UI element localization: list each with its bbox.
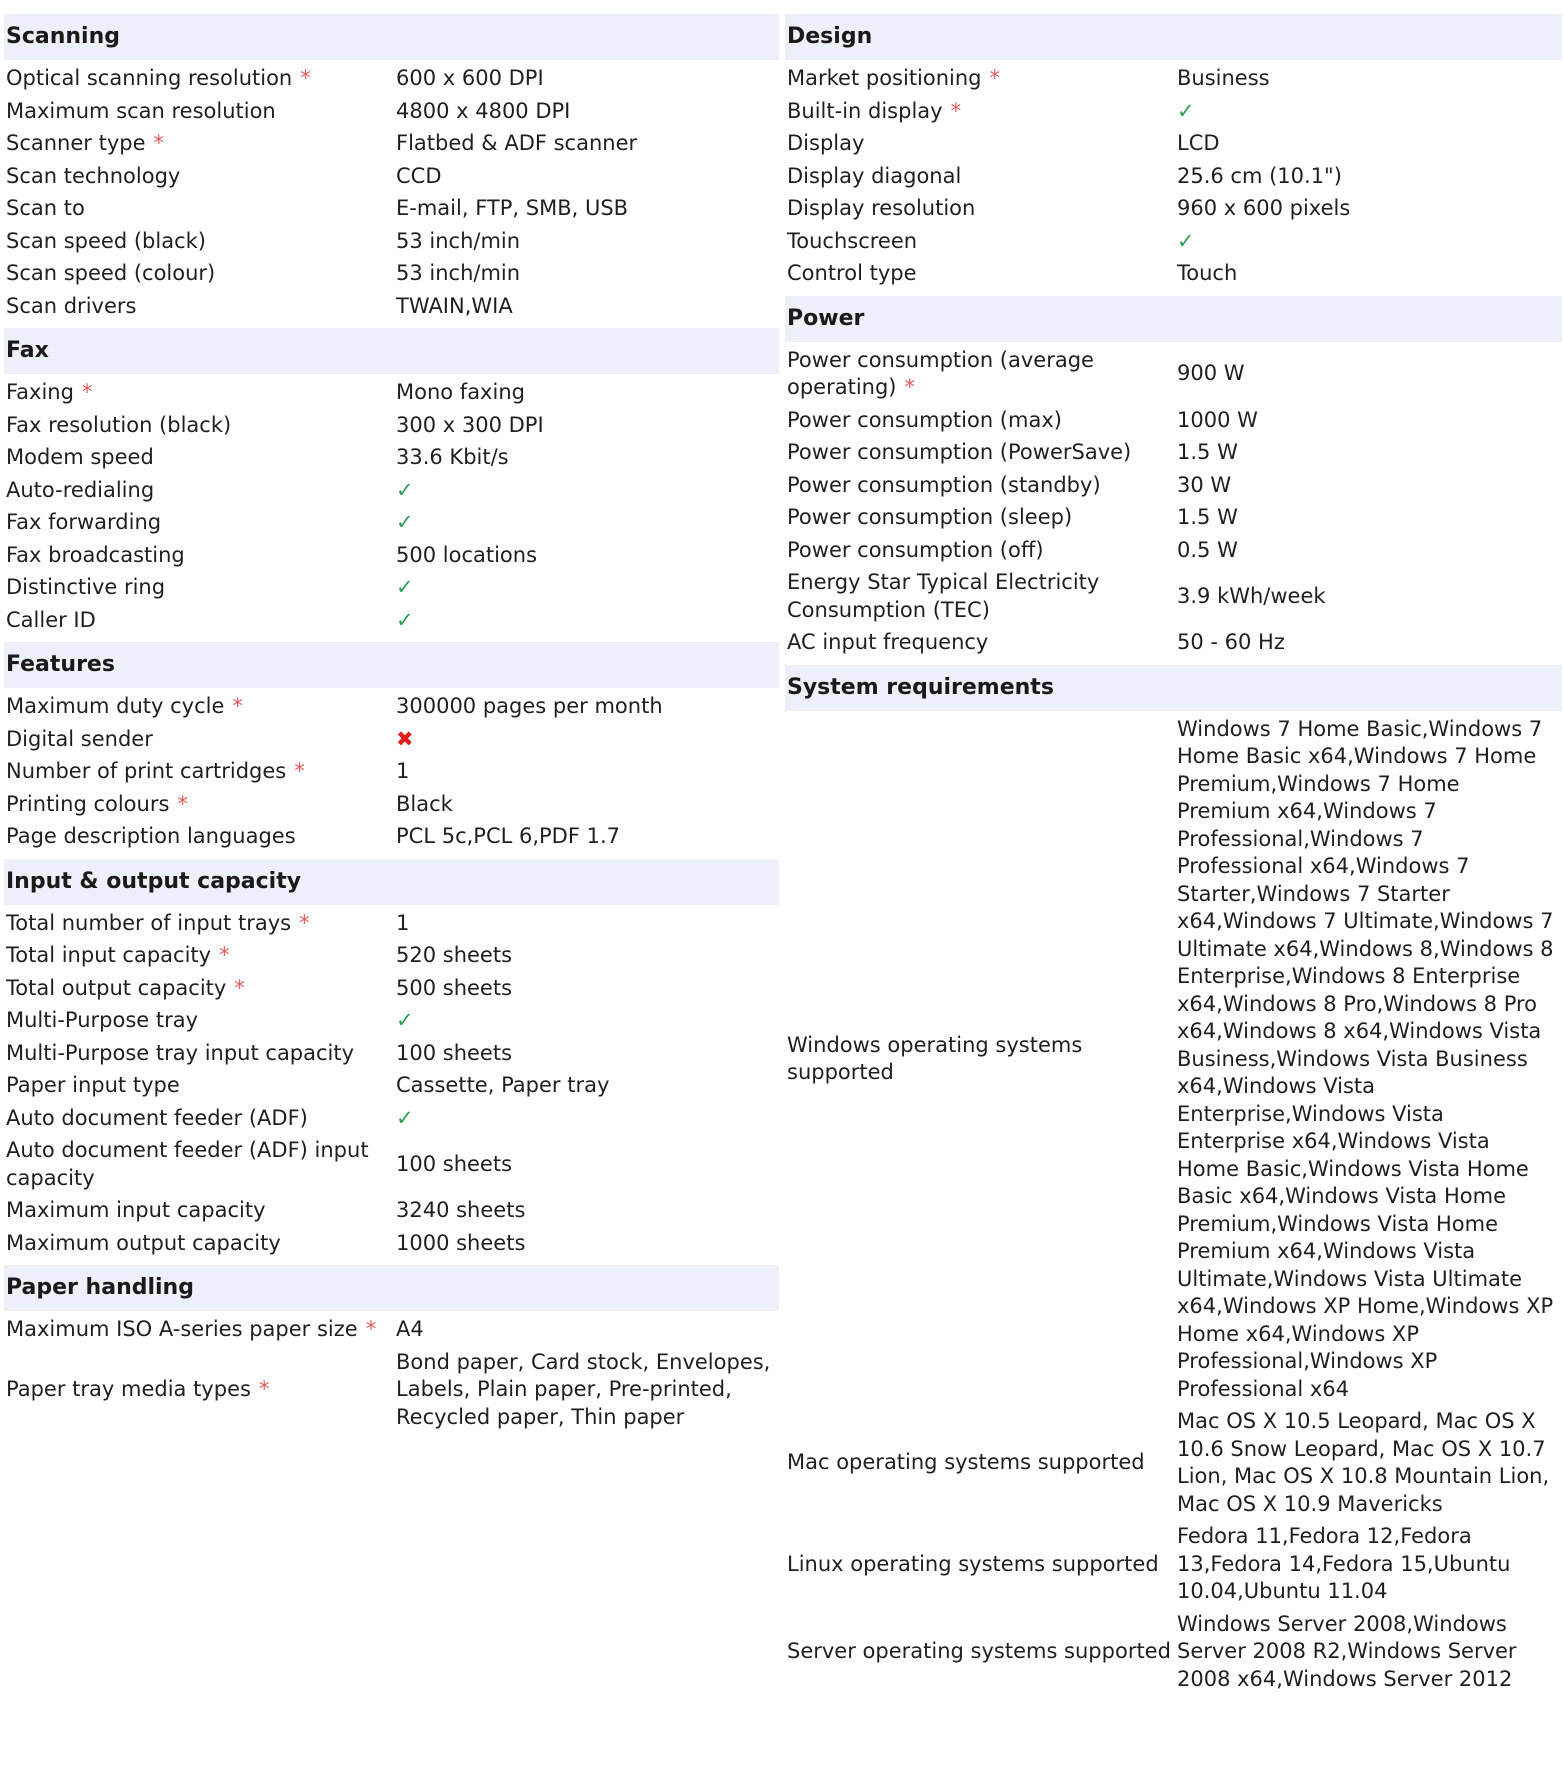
spec-label-cell [4, 1070, 394, 1103]
spec-value: Cassette, Paper tray [396, 1073, 610, 1097]
spec-label-cell [785, 161, 1175, 194]
spec-value: Windows Server 2008,Windows Server 2008 R2,Windows Server 2008 x64,Windows Server 2012 [1177, 1611, 1517, 1691]
spec-label: Digital sender [6, 726, 153, 751]
required-asterisk-icon: * [153, 131, 165, 155]
spec-value: 500 sheets [396, 975, 513, 1000]
left-spec-column [4, 14, 779, 1439]
spec-row [785, 714, 1562, 1407]
spec-value: Bond paper, Card stock, Envelopes, Labels, Plain paper, Pre-printed, Recycled paper, Thin paper [396, 1349, 771, 1429]
section-header-features: Features [4, 642, 779, 688]
spec-label: Mac operating systems supported [787, 1450, 1145, 1475]
spec-value: 50 - 60 Hz [1177, 630, 1285, 654]
spec-label-cell [4, 507, 394, 540]
spec-row [4, 821, 779, 854]
spec-label: Windows operating systems supported [787, 1032, 1083, 1085]
spec-label-cell [785, 502, 1175, 535]
spec-label: Total output capacity [6, 975, 227, 1000]
spec-label: Distinctive ring [6, 575, 166, 599]
spec-row [785, 1406, 1562, 1521]
spec-row [4, 128, 779, 161]
spec-table-scanning [4, 63, 779, 323]
spec-row [4, 1314, 779, 1347]
spec-label: Optical scanning resolution [6, 66, 293, 90]
spec-table-features [4, 691, 779, 854]
spec-value: 1.5 W [1177, 440, 1238, 464]
spec-value: 1 [396, 759, 410, 783]
spec-label-cell [785, 1609, 1175, 1697]
spec-label: Server operating systems supported [787, 1639, 1171, 1663]
spec-value: 25.6 cm (10.1") [1177, 163, 1342, 188]
spec-row [785, 193, 1562, 226]
spec-value: 1 [396, 910, 410, 935]
spec-label-cell [4, 442, 394, 475]
required-asterisk-icon: * [234, 975, 245, 1000]
cross-icon: ✖ [396, 726, 414, 751]
spec-row [4, 908, 779, 941]
spec-row [785, 1609, 1562, 1697]
spec-label: Fax resolution (black) [6, 412, 232, 437]
spec-label-cell [4, 756, 394, 789]
spec-label: Scan speed (colour) [6, 261, 216, 285]
spec-value: 300000 pages per month [396, 694, 663, 718]
spec-row [785, 535, 1562, 568]
spec-label-cell [785, 567, 1175, 627]
spec-value: 900 W [1177, 361, 1245, 386]
spec-value: 4800 x 4800 DPI [396, 98, 571, 123]
spec-label: Display resolution [787, 196, 976, 220]
spec-row [4, 756, 779, 789]
spec-value: PCL 5c,PCL 6,PDF 1.7 [396, 824, 621, 848]
spec-label-cell [4, 475, 394, 508]
spec-label-cell [4, 96, 394, 129]
spec-label: Printing colours [6, 791, 170, 816]
spec-label: Multi-Purpose tray [6, 1008, 199, 1032]
spec-label: AC input frequency [787, 630, 989, 654]
spec-label: Auto-redialing [6, 477, 155, 502]
spec-row [4, 410, 779, 443]
spec-row [785, 470, 1562, 503]
spec-value: LCD [1177, 131, 1220, 155]
spec-value: 520 sheets [396, 943, 513, 967]
spec-value: 600 x 600 DPI [396, 66, 544, 90]
spec-label-cell [4, 572, 394, 605]
spec-row [4, 291, 779, 324]
spec-value: 53 inch/min [396, 261, 521, 285]
spec-label: Total input capacity [6, 943, 212, 967]
spec-value: CCD [396, 163, 442, 188]
spec-value: E-mail, FTP, SMB, USB [396, 196, 629, 220]
spec-label-cell [785, 714, 1175, 1407]
spec-label-cell [4, 193, 394, 226]
spec-value: 53 inch/min [396, 228, 521, 253]
spec-row [4, 63, 779, 96]
spec-label: Fax forwarding [6, 510, 162, 534]
spec-label-cell [4, 1228, 394, 1261]
spec-label-cell [785, 258, 1175, 291]
spec-value: TWAIN,WIA [396, 293, 513, 318]
spec-label-cell [4, 724, 394, 757]
spec-value: Business [1177, 66, 1270, 90]
required-asterisk-icon: * [294, 759, 305, 783]
spec-row [4, 1195, 779, 1228]
spec-label: Scan speed (black) [6, 228, 206, 253]
spec-label-cell [4, 605, 394, 638]
spec-label: Maximum output capacity [6, 1230, 281, 1255]
spec-value: Fedora 11,Fedora 12,Fedora 13,Fedora 14,Fedora 15,Ubuntu 10.04,Ubuntu 11.04 [1177, 1524, 1511, 1603]
spec-row [785, 63, 1562, 96]
spec-value: 1000 sheets [396, 1230, 526, 1255]
spec-value: 300 x 300 DPI [396, 412, 544, 437]
spec-row [4, 605, 779, 638]
spec-label: Display diagonal [787, 163, 962, 188]
spec-row [4, 1228, 779, 1261]
spec-label: Page description languages [6, 824, 296, 848]
section-header-system-requirements: System requirements [785, 665, 1562, 711]
section-header-scanning: Scanning [4, 14, 779, 60]
checkmark-icon: ✓ [396, 575, 414, 599]
spec-row [4, 724, 779, 757]
right-spec-column [785, 14, 1562, 1701]
spec-label: Number of print cartridges [6, 759, 287, 783]
spec-row [785, 567, 1562, 627]
spec-row [785, 161, 1562, 194]
spec-label: Maximum input capacity [6, 1198, 266, 1222]
required-asterisk-icon: * [81, 380, 93, 404]
required-asterisk-icon: * [232, 694, 243, 718]
spec-label-cell [4, 161, 394, 194]
spec-label: Control type [787, 261, 917, 285]
required-asterisk-icon: * [904, 375, 916, 399]
spec-label: Faxing [6, 380, 74, 404]
spec-label-cell [4, 226, 394, 259]
spec-row [785, 502, 1562, 535]
spec-label: Touchscreen [787, 228, 918, 253]
spec-label-cell [785, 226, 1175, 259]
spec-label: Paper tray media types [6, 1377, 251, 1401]
spec-label: Paper input type [6, 1073, 180, 1097]
required-asterisk-icon: * [299, 910, 310, 935]
spec-row [4, 1070, 779, 1103]
spec-value: 1000 W [1177, 407, 1258, 432]
spec-label-cell [4, 291, 394, 324]
spec-value: Mono faxing [396, 380, 525, 404]
spec-label-cell [785, 1406, 1175, 1521]
spec-label: Auto document feeder (ADF) [6, 1105, 308, 1130]
spec-table-power [785, 345, 1562, 660]
spec-label-cell [4, 377, 394, 410]
spec-value: 1.5 W [1177, 505, 1238, 529]
spec-label: Maximum duty cycle [6, 694, 225, 718]
spec-label-cell [4, 940, 394, 973]
required-asterisk-icon: * [365, 1317, 377, 1341]
spec-label: Scan technology [6, 163, 181, 188]
spec-label: Power consumption (standby) [787, 472, 1101, 497]
required-asterisk-icon: * [177, 791, 188, 816]
spec-label-cell [4, 1038, 394, 1071]
spec-value: 0.5 W [1177, 537, 1238, 562]
spec-row [4, 1038, 779, 1071]
spec-label-cell [4, 1005, 394, 1038]
spec-row [4, 691, 779, 724]
required-asterisk-icon: * [300, 66, 311, 90]
section-header-paper-handling: Paper handling [4, 1265, 779, 1311]
spec-row [4, 475, 779, 508]
spec-label-cell [4, 908, 394, 941]
spec-label-cell [785, 128, 1175, 161]
spec-label: Scanner type [6, 131, 146, 155]
spec-label: Total number of input trays [6, 910, 292, 935]
spec-table-design [785, 63, 1562, 291]
spec-label-cell [4, 691, 394, 724]
section-header-fax: Fax [4, 328, 779, 374]
spec-label: Scan drivers [6, 293, 137, 318]
spec-label: Modem speed [6, 445, 154, 469]
spec-value: 100 sheets [396, 1151, 513, 1176]
spec-value: 33.6 Kbit/s [396, 445, 509, 469]
spec-label-cell [785, 405, 1175, 438]
spec-row [4, 507, 779, 540]
spec-value: 960 x 600 pixels [1177, 196, 1351, 220]
spec-label: Auto document feeder (ADF) input capacity [6, 1138, 369, 1190]
spec-row [4, 442, 779, 475]
checkmark-icon: ✓ [1177, 98, 1195, 123]
spec-value: A4 [396, 1317, 424, 1341]
spec-row [785, 128, 1562, 161]
spec-value: 30 W [1177, 472, 1232, 497]
required-asterisk-icon: * [258, 1377, 270, 1401]
spec-label-cell [4, 1347, 394, 1435]
spec-label: Power consumption (max) [787, 407, 1062, 432]
spec-label-cell [4, 258, 394, 291]
spec-label: Power consumption (off) [787, 537, 1044, 562]
spec-row [785, 1521, 1562, 1609]
spec-label: Display [787, 131, 865, 155]
spec-row [4, 572, 779, 605]
checkmark-icon: ✓ [1177, 228, 1195, 253]
spec-row [785, 258, 1562, 291]
spec-row [785, 96, 1562, 129]
section-header-power: Power [785, 296, 1562, 342]
spec-value: Windows 7 Home Basic,Windows 7 Home Basic x64,Windows 7 Home Premium,Windows 7 Home Premium x64,Windows 7 Professional,Windows 7 Professional x64,Windows 7 Starter,Windows 7 Starter x64,Windows 7 Ultimate,Windows 7 Ultimate x64,Windows 8,Windows 8 Enterprise,Windows 8 Enterprise x64,Windows 8 Pro,Windows 8 Pro x64,Windows 8 x64,Windows Vista Business,Windows Vista Business x64,Windows Vista Enterprise,Windows Vista Enterprise x64,Windows Vista Home Basic,Windows Vista Home Basic x64,Windows Vista Home Premium,Windows Vista Home Premium x64,Windows Vista Ultimate,Windows Vista Ultimate x64,Windows XP Home,Windows XP Home x64,Windows XP Professional,Windows XP Professional x64 [1177, 716, 1554, 1401]
spec-value: Black [396, 791, 453, 816]
spec-label-cell [4, 1135, 394, 1195]
spec-value: 500 locations [396, 542, 538, 567]
spec-row [4, 226, 779, 259]
spec-label: Multi-Purpose tray input capacity [6, 1040, 355, 1065]
spec-label: Power consumption (PowerSave) [787, 440, 1132, 464]
spec-table-paper-handling [4, 1314, 779, 1434]
checkmark-icon: ✓ [396, 607, 414, 632]
spec-row [785, 405, 1562, 438]
spec-label-cell [4, 410, 394, 443]
spec-label: Scan to [6, 196, 85, 220]
spec-label-cell [4, 821, 394, 854]
spec-row [4, 789, 779, 822]
section-header-input-output-capacity: Input & output capacity [4, 859, 779, 905]
spec-table-fax [4, 377, 779, 637]
checkmark-icon: ✓ [396, 477, 414, 502]
spec-row [4, 377, 779, 410]
spec-label: Maximum ISO A-series paper size [6, 1317, 358, 1341]
spec-row [4, 940, 779, 973]
spec-row [785, 226, 1562, 259]
spec-row [4, 540, 779, 573]
spec-label-cell [785, 470, 1175, 503]
checkmark-icon: ✓ [396, 510, 414, 534]
spec-row [4, 1135, 779, 1195]
spec-row [785, 345, 1562, 405]
spec-row [4, 161, 779, 194]
spec-row [4, 1103, 779, 1136]
spec-label-cell [785, 1521, 1175, 1609]
spec-label: Fax broadcasting [6, 542, 185, 567]
spec-table-system-requirements [785, 714, 1562, 1697]
spec-value: Touch [1177, 261, 1238, 285]
spec-value: Flatbed & ADF scanner [396, 131, 638, 155]
spec-row [4, 96, 779, 129]
spec-label-cell [785, 627, 1175, 660]
spec-row [4, 1005, 779, 1038]
spec-label-cell [4, 63, 394, 96]
spec-label-cell [4, 1103, 394, 1136]
spec-label-cell [785, 193, 1175, 226]
spec-label-cell [4, 973, 394, 1006]
spec-table-input-output-capacity [4, 908, 779, 1261]
spec-row [4, 1347, 779, 1435]
spec-value: 3240 sheets [396, 1198, 526, 1222]
required-asterisk-icon: * [989, 66, 1001, 90]
spec-label-cell [4, 128, 394, 161]
spec-label-cell [785, 535, 1175, 568]
spec-label-cell [4, 1314, 394, 1347]
spec-label: Power consumption (average operating) [787, 347, 1094, 399]
required-asterisk-icon: * [950, 98, 962, 123]
spec-value: 100 sheets [396, 1040, 513, 1065]
spec-label: Energy Star Typical Electricity Consumption (TEC) [787, 570, 1100, 622]
spec-label: Built-in display [787, 98, 943, 123]
checkmark-icon: ✓ [396, 1105, 414, 1130]
spec-label: Market positioning [787, 66, 982, 90]
spec-row [4, 973, 779, 1006]
section-header-design: Design [785, 14, 1562, 60]
spec-row [4, 258, 779, 291]
spec-row [4, 193, 779, 226]
spec-label-cell [785, 437, 1175, 470]
spec-row [785, 437, 1562, 470]
spec-label: Maximum scan resolution [6, 98, 276, 123]
spec-row [785, 627, 1562, 660]
spec-value: Mac OS X 10.5 Leopard, Mac OS X 10.6 Snow Leopard, Mac OS X 10.7 Lion, Mac OS X 10.8 Mountain Lion, Mac OS X 10.9 Mavericks [1177, 1409, 1550, 1516]
spec-label-cell [4, 1195, 394, 1228]
checkmark-icon: ✓ [396, 1008, 414, 1032]
spec-label-cell [4, 789, 394, 822]
required-asterisk-icon: * [219, 943, 230, 967]
spec-label-cell [4, 540, 394, 573]
spec-label: Linux operating systems supported [787, 1551, 1159, 1576]
spec-label-cell [785, 345, 1175, 405]
spec-label-cell [785, 63, 1175, 96]
spec-label: Power consumption (sleep) [787, 505, 1073, 529]
spec-label-cell [785, 96, 1175, 129]
spec-value: 3.9 kWh/week [1177, 583, 1326, 608]
spec-label: Caller ID [6, 607, 96, 632]
